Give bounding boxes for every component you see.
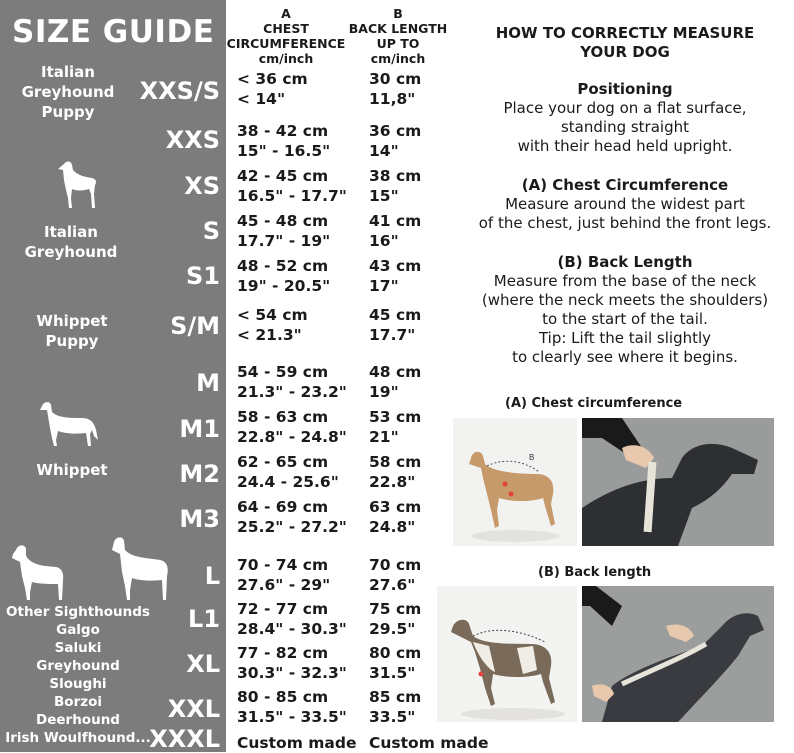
breed-line: Borzoi [54, 694, 102, 710]
breed-line: Saluki [54, 640, 102, 656]
back-cm-cell: 58 cm [369, 453, 422, 471]
back-measuring-photo [582, 586, 774, 722]
chest-cm-cell: < 54 cm [237, 306, 308, 324]
chest-line: Measure around the widest part [505, 195, 745, 213]
header-line: UP TO [376, 36, 420, 51]
back-inch-cell: 29.5" [369, 620, 416, 638]
chest-inch-cell: 19" - 20.5" [237, 277, 331, 295]
back-cm-cell: 75 cm [369, 600, 422, 618]
back-cm-cell: 85 cm [369, 688, 422, 706]
breed-line: Puppy [45, 332, 99, 350]
back-inch-cell: 17.7" [369, 326, 416, 344]
size-label: XXL [167, 695, 220, 723]
breed-line: Other Sighthounds [6, 604, 150, 620]
chest-inch-cell: 21.3" - 23.2" [237, 383, 347, 401]
breed-whippet [22, 460, 122, 480]
header-line: cm/inch [258, 51, 314, 66]
chest-cm-cell: 64 - 69 cm [237, 498, 329, 516]
chest-inch-cell: 22.8" - 24.8" [237, 428, 347, 446]
chest-measuring-photo [582, 418, 774, 546]
breed-whippet-puppy [22, 311, 122, 351]
size-label: XS [184, 172, 220, 200]
back-cm-cell: 38 cm [369, 167, 422, 185]
back-inch-cell: 21" [369, 428, 399, 446]
chest-inch-cell: 28.4" - 30.3" [237, 620, 347, 638]
chest-cm-cell: 70 - 74 cm [237, 556, 329, 574]
back-line: Tip: Lift the tail slightly [538, 329, 712, 347]
header-line: A [281, 6, 291, 21]
size-label: S/M [170, 312, 220, 340]
chest-cm-cell: 77 - 82 cm [237, 644, 329, 662]
breed-line: Greyhound [36, 658, 120, 674]
whippet-icon [38, 400, 100, 448]
size-label: XXS/S [139, 77, 220, 105]
column-a-header [226, 6, 346, 66]
size-label: S1 [186, 262, 220, 290]
breed-other-sighthounds [0, 603, 156, 747]
heading-line: YOUR DOG [580, 43, 670, 61]
size-label: L [204, 562, 220, 590]
chest-line: of the chest, just behind the front legs. [478, 214, 772, 232]
back-cm-cell: 53 cm [369, 408, 422, 426]
chest-inch-cell: 30.3" - 32.3" [237, 664, 347, 682]
breed-line: Deerhound [36, 712, 120, 728]
back-cm-cell: 30 cm [369, 70, 422, 88]
page-title: SIZE GUIDE [12, 14, 215, 50]
back-inch-cell: 17" [369, 277, 399, 295]
back-cm-cell: 48 cm [369, 363, 422, 381]
column-b-header [348, 6, 448, 66]
back-inch-cell: 11,8" [369, 90, 416, 108]
chest-inch-cell: 16.5" - 17.7" [237, 187, 347, 205]
back-cm-cell: 63 cm [369, 498, 422, 516]
breed-line: Irish Woulfhound... [5, 730, 151, 746]
back-inch-cell: 27.6" [369, 576, 416, 594]
size-label: S [202, 217, 220, 245]
positioning-title: Positioning [577, 80, 673, 98]
chest-inch-cell: 31.5" - 33.5" [237, 708, 347, 726]
chest-cm-cell: 80 - 85 cm [237, 688, 329, 706]
chest-inch-cell: 15" - 16.5" [237, 142, 331, 160]
chest-section [455, 176, 794, 233]
sidebar [0, 0, 226, 752]
breed-line: Sloughi [49, 676, 107, 692]
chest-inch-cell: 24.4 - 25.6" [237, 473, 339, 491]
chest-diagram-photo [453, 418, 577, 546]
heading-line: HOW TO CORRECTLY MEASURE [495, 24, 755, 42]
breed-line: Greyhound [21, 83, 115, 101]
size-label: M1 [179, 415, 220, 443]
chest-cm-cell: Custom made [237, 734, 357, 752]
positioning-section [455, 80, 794, 156]
header-line: CHEST [263, 21, 309, 36]
back-section [455, 253, 794, 367]
chest-inch-cell: 25.2" - 27.2" [237, 518, 347, 536]
header-line: cm/inch [370, 51, 426, 66]
back-inch-cell: 15" [369, 187, 399, 205]
greyhound-icon [110, 536, 172, 602]
size-label: M3 [179, 505, 220, 533]
back-cm-cell: 80 cm [369, 644, 422, 662]
chest-cm-cell: 48 - 52 cm [237, 257, 329, 275]
size-label: XXS [165, 126, 220, 154]
instructions-heading [455, 24, 794, 62]
chest-inch-cell: 17.7" - 19" [237, 232, 331, 250]
back-caption: (B) Back length [538, 565, 652, 580]
back-diagram-photo [437, 586, 577, 722]
size-label: M2 [179, 460, 220, 488]
chest-caption: (A) Chest circumference [505, 396, 683, 411]
breed-italian-greyhound-puppy [18, 62, 118, 122]
positioning-line: Place your dog on a flat surface, [503, 99, 747, 117]
back-line: to clearly see where it begins. [512, 348, 738, 366]
back-title: (B) Back Length [557, 253, 693, 271]
header-line: BACK LENGTH [348, 21, 448, 36]
chest-cm-cell: 62 - 65 cm [237, 453, 329, 471]
back-inch-cell: 14" [369, 142, 399, 160]
breed-line: Greyhound [24, 243, 118, 261]
breed-line: Italian [44, 223, 98, 241]
back-cm-cell: 36 cm [369, 122, 422, 140]
back-cm-cell: 41 cm [369, 212, 422, 230]
back-line: Measure from the base of the neck [493, 272, 757, 290]
size-label: XL [186, 650, 220, 678]
breed-italian-greyhound [18, 222, 124, 262]
chest-inch-cell: < 21.3" [237, 326, 302, 344]
breed-line: Galgo [56, 622, 100, 638]
diagram-label: B [529, 453, 535, 462]
breed-line: Whippet [36, 461, 108, 479]
chest-inch-cell: 27.6" - 29" [237, 576, 331, 594]
header-line: CIRCUMFERENCE [226, 36, 346, 51]
size-label: M [196, 369, 220, 397]
chest-title: (A) Chest Circumference [521, 176, 729, 194]
back-inch-cell: 22.8" [369, 473, 416, 491]
positioning-line: standing straight [560, 118, 689, 136]
breed-line: Whippet [36, 312, 108, 330]
size-label: XXXL [149, 725, 220, 753]
back-cm-cell: 45 cm [369, 306, 422, 324]
breed-line: Italian [41, 63, 95, 81]
back-inch-cell: 33.5" [369, 708, 416, 726]
header-line: B [393, 6, 403, 21]
chest-cm-cell: < 36 cm [237, 70, 308, 88]
back-cm-cell: 43 cm [369, 257, 422, 275]
back-line: (where the neck meets the shoulders) [481, 291, 769, 309]
breed-line: Puppy [41, 103, 95, 121]
back-inch-cell: 16" [369, 232, 399, 250]
saluki-icon [10, 542, 68, 602]
italian-greyhound-icon [56, 160, 100, 210]
back-inch-cell: 19" [369, 383, 399, 401]
chest-inch-cell: < 14" [237, 90, 286, 108]
size-label: L1 [188, 605, 220, 633]
positioning-line: with their head held upright. [517, 137, 733, 155]
chest-cm-cell: 72 - 77 cm [237, 600, 329, 618]
chest-cm-cell: 58 - 63 cm [237, 408, 329, 426]
back-line: to the start of the tail. [542, 310, 708, 328]
back-inch-cell: 24.8" [369, 518, 416, 536]
back-cm-cell: Custom made [369, 734, 489, 752]
chest-cm-cell: 45 - 48 cm [237, 212, 329, 230]
back-cm-cell: 70 cm [369, 556, 422, 574]
back-inch-cell: 31.5" [369, 664, 416, 682]
chest-cm-cell: 38 - 42 cm [237, 122, 329, 140]
chest-cm-cell: 54 - 59 cm [237, 363, 329, 381]
chest-cm-cell: 42 - 45 cm [237, 167, 329, 185]
